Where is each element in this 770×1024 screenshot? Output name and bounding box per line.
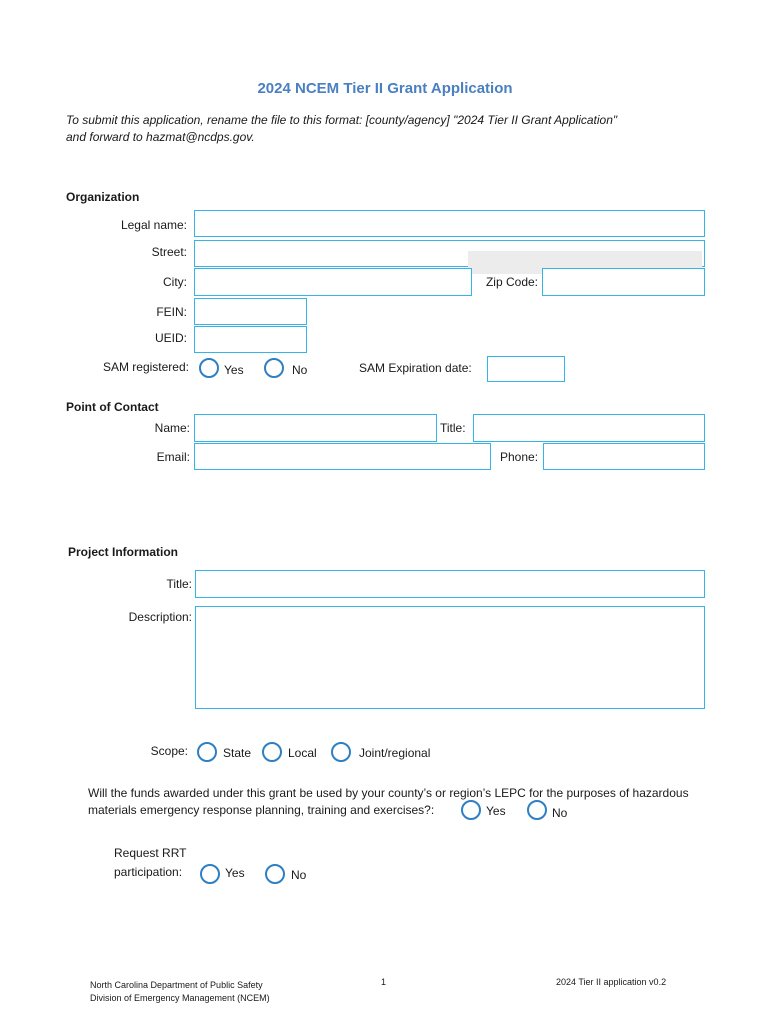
street-label: Street: — [151, 245, 187, 259]
project-title-field[interactable] — [195, 570, 705, 598]
contact-phone-field[interactable] — [543, 443, 705, 470]
sam-expiration-label: SAM Expiration date: — [359, 361, 472, 375]
sam-no-label: No — [292, 363, 308, 377]
organization-heading: Organization — [66, 190, 140, 204]
city-field[interactable] — [194, 268, 472, 296]
sam-no-radio[interactable] — [264, 358, 284, 378]
sam-expiration-field[interactable] — [487, 356, 565, 382]
project-title-label: Title: — [166, 577, 192, 591]
lepc-yes-radio[interactable] — [461, 800, 481, 820]
zip-code-label: Zip Code: — [485, 275, 538, 289]
contact-name-field[interactable] — [194, 414, 437, 442]
scope-local-label: Local — [288, 746, 317, 760]
scope-joint-regional-radio[interactable] — [331, 742, 351, 762]
sam-yes-radio[interactable] — [199, 358, 219, 378]
rrt-yes-label: Yes — [225, 866, 245, 880]
rrt-label-line-2: participation: — [114, 865, 183, 879]
ueid-field[interactable] — [194, 326, 307, 353]
rrt-yes-radio[interactable] — [200, 864, 220, 884]
lepc-no-label: No — [552, 806, 568, 820]
lepc-question-line-1: Will the funds awarded under this grant be used by your county’s or region’s LEPC for the purposes of hazardous — [88, 786, 689, 800]
zip-code-field[interactable] — [542, 268, 705, 296]
contact-phone-label: Phone: — [500, 450, 539, 464]
page-title: 2024 NCEM Tier II Grant Application — [257, 80, 513, 97]
project-description-field[interactable] — [195, 606, 705, 709]
footer-organization — [90, 979, 270, 1005]
contact-email-label: Email: — [156, 450, 190, 464]
ueid-label: UEID: — [154, 331, 187, 345]
lepc-question-line-2: materials emergency response planning, training and exercises?: — [88, 803, 435, 817]
contact-title-label: Title: — [440, 421, 466, 435]
project-information-heading: Project Information — [68, 545, 179, 559]
rrt-no-label: No — [291, 868, 307, 882]
footer-org-line-1: North Carolina Department of Public Safety — [90, 980, 263, 990]
footer-version: 2024 Tier II application v0.2 — [556, 977, 667, 987]
scope-local-radio[interactable] — [262, 742, 282, 762]
fein-field[interactable] — [194, 298, 307, 325]
instructions-line-1: To submit this application, rename the file to this format: [county/agency] "2024 Tier II Grant Application" — [66, 113, 618, 127]
lepc-yes-label: Yes — [486, 804, 506, 818]
scope-label: Scope: — [150, 744, 188, 758]
legal-name-field[interactable] — [194, 210, 705, 237]
sam-registered-label: SAM registered: — [102, 360, 189, 374]
contact-title-field[interactable] — [473, 414, 705, 442]
contact-name-label: Name: — [154, 421, 190, 435]
rrt-label-line-1: Request RRT — [114, 846, 187, 860]
lepc-no-radio[interactable] — [527, 800, 547, 820]
point-of-contact-heading: Point of Contact — [66, 400, 159, 414]
rrt-no-radio[interactable] — [265, 864, 285, 884]
footer-org-line-2: Division of Emergency Management (NCEM) — [90, 993, 270, 1003]
page-number: 1 — [381, 977, 387, 987]
legal-name-label: Legal name: — [120, 218, 187, 232]
scope-state-radio[interactable] — [197, 742, 217, 762]
city-label: City: — [163, 275, 187, 289]
sam-yes-label: Yes — [224, 363, 244, 377]
contact-email-field[interactable] — [194, 443, 491, 470]
instructions-line-2: and forward to hazmat@ncdps.gov. — [66, 130, 255, 144]
fein-label: FEIN: — [156, 305, 187, 319]
scope-state-label: State — [223, 746, 252, 760]
project-description-label: Description: — [128, 610, 192, 624]
scope-joint-regional-label: Joint/regional — [359, 746, 431, 760]
instructions — [66, 112, 686, 146]
